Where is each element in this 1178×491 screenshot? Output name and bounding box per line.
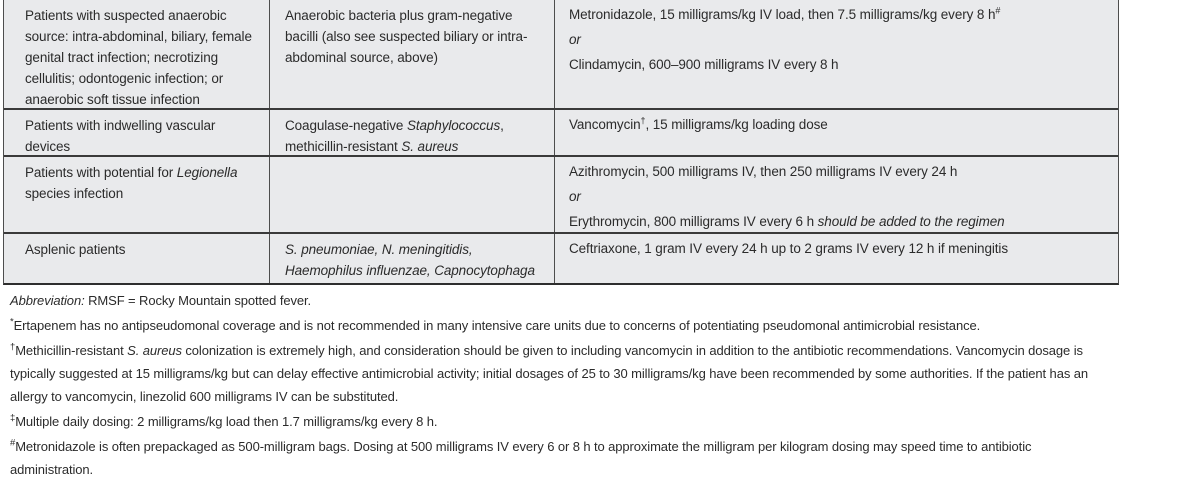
- patient-text: Patients with indwelling vascular devices: [25, 118, 216, 154]
- footnote-marker-asterisk: *: [10, 316, 14, 328]
- drug-line: Clindamycin, 600–900 milligrams IV every 8 h: [569, 57, 839, 72]
- bacteria-cell: [269, 234, 554, 283]
- footnote-marker-dagger: †: [10, 341, 16, 353]
- antibiotics-cell: [554, 0, 1118, 108]
- bacteria-text: S. pneumoniae, N. meningitidis, Haemophilus influenzae, Capnocytophaga: [285, 242, 535, 278]
- drug-line: Metronidazole, 15 milligrams/kg IV load, then 7.5 milligrams/kg every 8 h#: [569, 5, 1001, 22]
- antibiotics-cell: [554, 157, 1118, 232]
- table-row: [4, 155, 1118, 232]
- footnotes-section: [10, 289, 1110, 483]
- drug-line: Erythromycin, 800 milligrams IV every 6 h should be added to the regimen: [569, 214, 1005, 229]
- patient-cell: Patients with potential for Legionella species infection: [4, 157, 269, 232]
- table-row: [4, 0, 1118, 108]
- footnote-hash: #Metronidazole is often prepackaged as 500-milligram bags. Dosing at 500 milligrams IV every 6 or 8 h to approximate the milligram per kilogram dosing may speed time to antibiotic administration.: [10, 437, 1032, 477]
- patient-text: Patients with suspected anaerobic source: intra-abdominal, biliary, female genital tract infection; necrotizing cellulitis; odontogenic infection; or anaerobic soft tissue infection: [25, 8, 252, 107]
- drug-line: Ceftriaxone, 1 gram IV every 24 h up to 2 grams IV every 12 h if meningitis: [569, 241, 1008, 256]
- patient-cell: [4, 234, 269, 283]
- drug-line: Azithromycin, 500 milligrams IV, then 250 milligrams IV every 24 h: [569, 164, 958, 179]
- footnote-marker-double-dagger: ‡: [10, 412, 16, 424]
- footnote-marker-hash: #: [995, 5, 1001, 16]
- footnote-dagger: †Methicillin-resistant S. aureus colonization is extremely high, and consideration should be given to including vancomycin in addition to the antibiotic recommendations. Vancomycin dosage is typically suggested at 15 milligrams/kg but can delay effective antimicrobial activity; initial dosages of 25 to 30 milligrams/kg have been recommended by some authorities. If the patient has an allergy to vancomycin, linezolid 600 milligrams IV can be substituted.: [10, 341, 1088, 404]
- bacteria-text: Anaerobic bacteria plus gram-negative bacilli (also see suspected biliary or intra-abdominal source, above): [285, 8, 528, 65]
- drug-line: Vancomycin†, 15 milligrams/kg loading dose: [569, 115, 828, 132]
- footnote-double-dagger: ‡Multiple daily dosing: 2 milligrams/kg load then 1.7 milligrams/kg every 8 h.: [10, 412, 438, 429]
- footnote-marker-hash: #: [10, 437, 16, 449]
- footnote-marker-dagger: †: [640, 115, 646, 126]
- bacteria-cell-empty: [269, 157, 554, 232]
- bacteria-cell: Coagulase-negative Staphylococcus, methicillin-resistant S. aureus: [269, 110, 554, 155]
- antibiotics-cell: [554, 234, 1118, 283]
- or-separator: or: [569, 189, 581, 204]
- bacteria-cell: [269, 0, 554, 108]
- or-separator: or: [569, 32, 581, 47]
- table-row: [4, 232, 1118, 283]
- antibiotics-cell: [554, 110, 1118, 155]
- table-row: [4, 108, 1118, 155]
- patient-cell: [4, 0, 269, 108]
- patient-text: Asplenic patients: [25, 242, 126, 257]
- footnote-asterisk: *Ertapenem has no antipseudomonal coverage and is not recommended in many intensive care units due to concerns of potentiating pseudomonal antimicrobial resistance.: [10, 316, 981, 333]
- patient-cell: [4, 110, 269, 155]
- antibiotic-recommendation-table: [3, 0, 1119, 285]
- abbreviation-note: Abbreviation: RMSF = Rocky Mountain spotted fever.: [10, 293, 312, 308]
